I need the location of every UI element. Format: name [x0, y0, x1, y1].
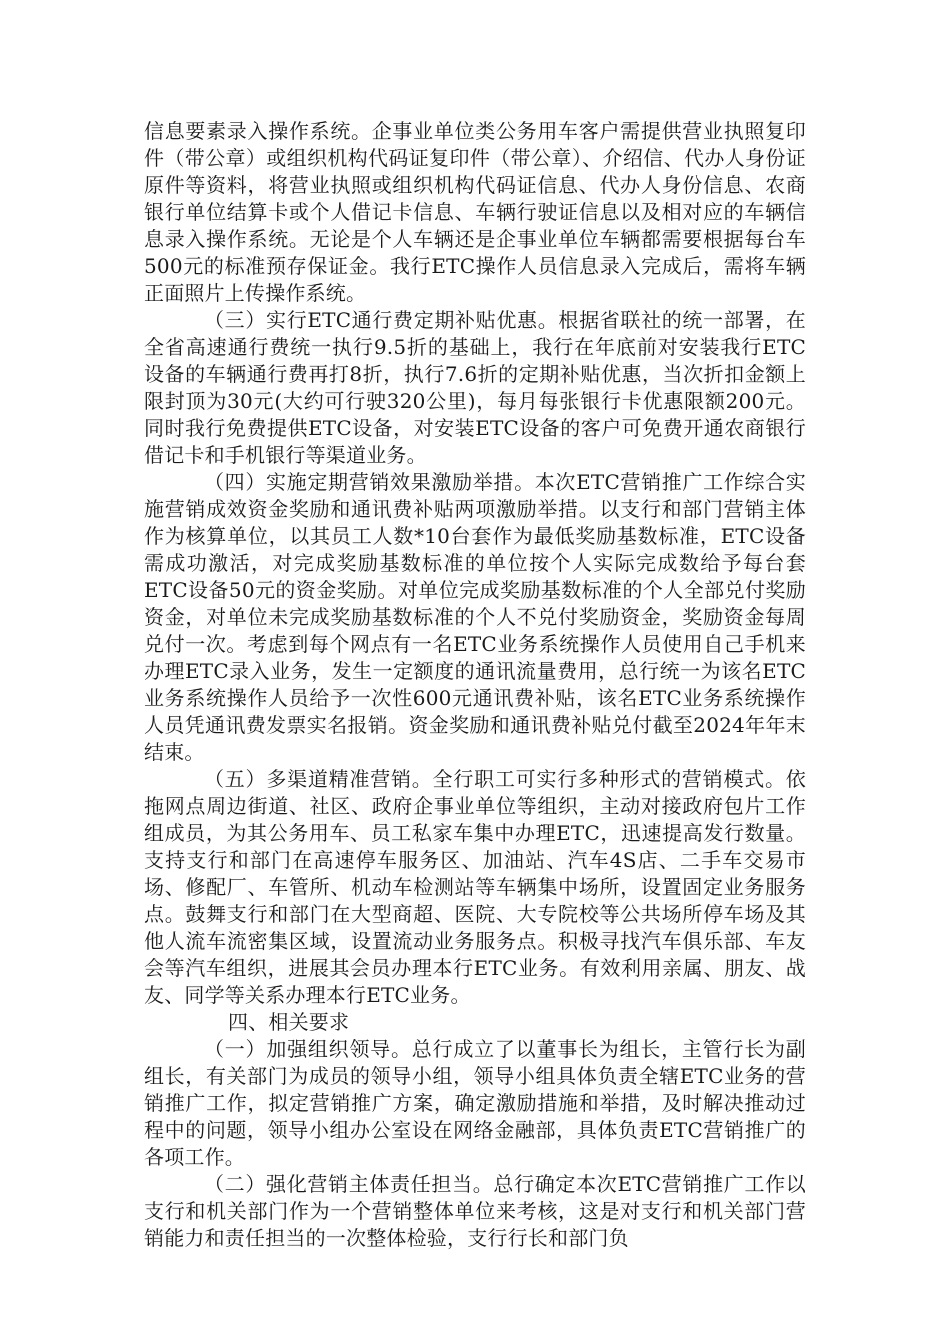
document-page: [144, 118, 806, 1252]
paragraph-requirement-1: （一）加强组织领导。总行成立了以董事长为组长，主管行长为副组长，有关部门为成员的领导小组，领导小组具体负责全辖ETC业务的营销推广工作，拟定营销推广方案，确定激励措施和举措，及时解决推动过程中的问题，领导小组办公室设在网络金融部，具体负责ETC营销推广的各项工作。: [144, 1037, 806, 1169]
paragraph-section-5: （五）多渠道精准营销。全行职工可实行多种形式的营销模式。依拖网点周边街道、社区、政府企事业单位等组织，主动对接政府包片工作组成员，为其公务用车、员工私家车集中办理ETC，迅速提高发行数量。支持支行和部门在高速停车服务区、加油站、汽车4S店、二手车交易市场、修配厂、车管所、机动车检测站等车辆集中场所，设置固定业务服务点。鼓舞支行和部门在大型商超、医院、大专院校等公共场所停车场及其他人流车流密集区域，设置流动业务服务点。积极寻找汽车俱乐部、车友会等汽车组织，进展其会员办理本行ETC业务。有效利用亲属、朋友、战友、同学等关系办理本行ETC业务。: [144, 767, 806, 1007]
paragraph-info-entry: 信息要素录入操作系统。企事业单位类公务用车客户需提供营业执照复印件（带公章）或组织机构代码证复印件（带公章）、介绍信、代办人身份证原件等资料，将营业执照或组织机构代码证信息、代办人身份信息、农商银行单位结算卡或个人借记卡信息、车辆行驶证信息以及相对应的车辆信息录入操作系统。无论是个人车辆还是企事业单位车辆都需要根据每台车500元的标准预存保证金。我行ETC操作人员信息录入完成后，需将车辆正面照片上传操作系统。: [144, 119, 806, 305]
paragraph-section-3: （三）实行ETC通行费定期补贴优惠。根据省联社的统一部署，在全省高速通行费统一执行9.5折的基础上，我行在年底前对安装我行ETC设备的车辆通行费再打8折，执行7.6折的定期补贴优惠，当次折扣金额上限封顶为30元(大约可行驶320公里)，每月每张银行卡优惠限额200元。同时我行免费提供ETC设备，对安装ETC设备的客户可免费开通农商银行借记卡和手机银行等渠道业务。: [144, 308, 806, 467]
section-heading-requirements: 四、相关要求: [228, 1010, 350, 1034]
paragraph-section-4: （四）实施定期营销效果激励举措。本次ETC营销推广工作综合实施营销成效资金奖励和通讯费补贴两项激励举措。以支行和部门营销主体作为核算单位，以其员工人数*10台套作为最低奖励基数标准，ETC设备需成功激活，对完成奖励基数标准的单位按个人实际完成数给予每台套ETC设备50元的资金奖励。对单位完成奖励基数标准的个人全部兑付奖励资金，对单位未完成奖励基数标准的个人不兑付奖励资金，奖励资金每周兑付一次。考虑到每个网点有一名ETC业务系统操作人员使用自己手机来办理ETC录入业务，发生一定额度的通讯流量费用，总行统一为该名ETC业务系统操作人员给予一次性600元通讯费补贴，该名ETC业务系统操作人员凭通讯费发票实名报销。资金奖励和通讯费补贴兑付截至2024年年末结束。: [144, 470, 806, 764]
paragraph-requirement-2: （二）强化营销主体责任担当。总行确定本次ETC营销推广工作以支行和机关部门作为一个营销整体单位来考核，这是对支行和机关部门营销能力和责任担当的一次整体检验，支行行长和部门负: [144, 1172, 806, 1250]
